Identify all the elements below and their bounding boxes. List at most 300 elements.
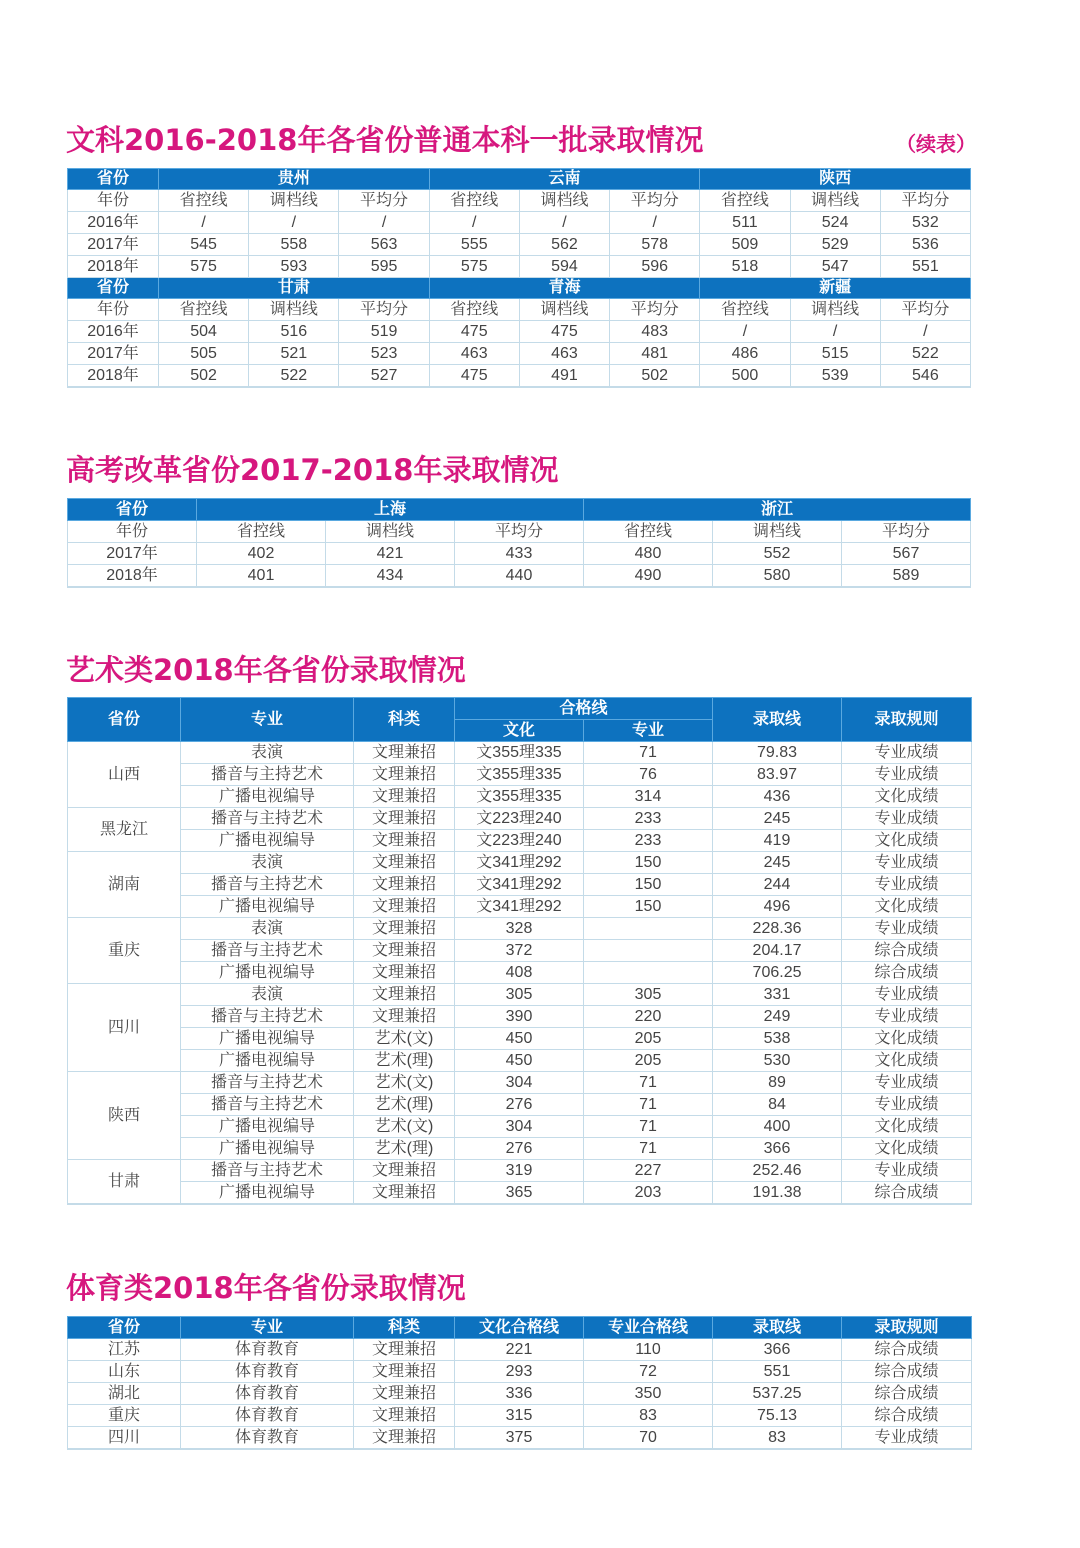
category-cell: 文理兼招 [354, 940, 455, 962]
province-cell: 甘肃 [68, 1160, 181, 1205]
admission-line-cell: 245 [713, 808, 842, 830]
score-cell: 490 [584, 565, 713, 588]
score-cell: 475 [519, 321, 609, 343]
year-cell: 2018年 [68, 365, 159, 388]
category-cell: 文理兼招 [354, 874, 455, 896]
data-cell: 江苏 [68, 1339, 181, 1361]
culture-line-cell: 文341理292 [455, 874, 584, 896]
section-title-reform-provinces: 高考改革省份2017-2018年录取情况 [66, 453, 559, 487]
score-cell: / [519, 212, 609, 234]
score-cell: 527 [339, 365, 429, 388]
table-row [68, 1028, 972, 1050]
data-cell: 文理兼招 [354, 1339, 455, 1361]
metric-header-row [68, 299, 971, 321]
score-cell: 463 [519, 343, 609, 365]
table-row [68, 565, 971, 588]
major-cell: 广播电视编导 [181, 1050, 354, 1072]
culture-line-cell: 文355理335 [455, 764, 584, 786]
table-row [68, 1361, 972, 1383]
rule-cell: 文化成绩 [842, 1138, 972, 1160]
specialty-line-cell: 71 [584, 1116, 713, 1138]
province-cell: 陕西 [68, 1072, 181, 1160]
continued-label: （续表） [896, 132, 976, 156]
province-label: 省份 [68, 278, 159, 299]
rule-cell: 专业成绩 [842, 1094, 972, 1116]
rule-cell: 专业成绩 [842, 742, 972, 764]
score-cell: 434 [326, 565, 455, 588]
year-cell: 2016年 [68, 321, 159, 343]
header-specialty: 专业 [584, 720, 713, 742]
province-name: 浙江 [584, 499, 971, 521]
rule-cell: 专业成绩 [842, 984, 972, 1006]
major-cell: 播音与主持艺术 [181, 940, 354, 962]
data-cell: 体育教育 [181, 1405, 354, 1427]
major-cell: 播音与主持艺术 [181, 1094, 354, 1116]
year-label: 年份 [68, 190, 159, 212]
category-cell: 文理兼招 [354, 742, 455, 764]
score-cell: 504 [159, 321, 249, 343]
column-header: 录取规则 [842, 1317, 972, 1339]
data-cell: 110 [584, 1339, 713, 1361]
data-cell: 375 [455, 1427, 584, 1450]
rule-cell: 专业成绩 [842, 764, 972, 786]
rule-cell: 文化成绩 [842, 896, 972, 918]
metric-label: 省控线 [197, 521, 326, 543]
province-label: 省份 [68, 169, 159, 190]
culture-line-cell: 304 [455, 1116, 584, 1138]
major-cell: 广播电视编导 [181, 962, 354, 984]
rule-cell: 专业成绩 [842, 1160, 972, 1182]
major-cell: 播音与主持艺术 [181, 1160, 354, 1182]
art-admission-table [67, 697, 972, 1205]
province-name: 陕西 [700, 169, 971, 190]
province-name: 青海 [429, 278, 700, 299]
rule-cell: 专业成绩 [842, 808, 972, 830]
major-cell: 播音与主持艺术 [181, 764, 354, 786]
data-cell: 体育教育 [181, 1361, 354, 1383]
category-cell: 艺术(理) [354, 1138, 455, 1160]
score-cell: 580 [713, 565, 842, 588]
metric-label: 省控线 [159, 190, 249, 212]
admission-line-cell: 204.17 [713, 940, 842, 962]
table-row [68, 808, 972, 830]
table-row [68, 874, 972, 896]
data-cell: 537.25 [713, 1383, 842, 1405]
rule-cell: 专业成绩 [842, 852, 972, 874]
culture-line-cell: 372 [455, 940, 584, 962]
culture-line-cell: 文341理292 [455, 896, 584, 918]
category-cell: 文理兼招 [354, 962, 455, 984]
province-header-row [68, 169, 971, 190]
rule-cell: 综合成绩 [842, 962, 972, 984]
rule-cell: 文化成绩 [842, 1050, 972, 1072]
metric-label: 调档线 [519, 299, 609, 321]
table-row [68, 852, 972, 874]
data-cell: 336 [455, 1383, 584, 1405]
admission-line-cell: 366 [713, 1138, 842, 1160]
specialty-line-cell: 71 [584, 1138, 713, 1160]
score-cell: 515 [790, 343, 880, 365]
specialty-line-cell: 233 [584, 808, 713, 830]
metric-label: 调档线 [326, 521, 455, 543]
metric-label: 省控线 [700, 190, 790, 212]
admission-line-cell: 191.38 [713, 1182, 842, 1205]
score-cell: 500 [700, 365, 790, 388]
province-name: 云南 [429, 169, 700, 190]
major-cell: 表演 [181, 852, 354, 874]
data-cell: 重庆 [68, 1405, 181, 1427]
specialty-line-cell: 150 [584, 852, 713, 874]
category-cell: 文理兼招 [354, 786, 455, 808]
culture-line-cell: 文223理240 [455, 808, 584, 830]
table-row [68, 1427, 972, 1450]
score-cell: 521 [249, 343, 339, 365]
score-cell: 575 [429, 256, 519, 278]
culture-line-cell: 305 [455, 984, 584, 1006]
year-cell: 2017年 [68, 343, 159, 365]
category-cell: 文理兼招 [354, 764, 455, 786]
score-cell: 578 [610, 234, 700, 256]
admission-line-cell: 244 [713, 874, 842, 896]
score-cell: 502 [610, 365, 700, 388]
score-cell: / [249, 212, 339, 234]
table-row [68, 962, 972, 984]
admission-line-cell: 252.46 [713, 1160, 842, 1182]
province-name: 甘肃 [159, 278, 430, 299]
category-cell: 艺术(文) [354, 1028, 455, 1050]
table-row [68, 1116, 972, 1138]
score-cell: 529 [790, 234, 880, 256]
category-cell: 文理兼招 [354, 1006, 455, 1028]
admission-line-cell: 419 [713, 830, 842, 852]
specialty-line-cell: 71 [584, 742, 713, 764]
major-cell: 广播电视编导 [181, 830, 354, 852]
metric-label: 省控线 [429, 190, 519, 212]
year-cell: 2017年 [68, 234, 159, 256]
table-row [68, 1182, 972, 1205]
data-cell: 综合成绩 [842, 1405, 972, 1427]
score-cell: / [700, 321, 790, 343]
table-row [68, 212, 971, 234]
table-row [68, 940, 972, 962]
data-cell: 75.13 [713, 1405, 842, 1427]
score-cell: 433 [455, 543, 584, 565]
data-cell: 366 [713, 1339, 842, 1361]
metric-label: 调档线 [713, 521, 842, 543]
score-cell: 480 [584, 543, 713, 565]
table-row [68, 1383, 972, 1405]
admission-line-cell: 538 [713, 1028, 842, 1050]
rule-cell: 专业成绩 [842, 918, 972, 940]
year-cell: 2018年 [68, 256, 159, 278]
header-row [68, 1317, 972, 1339]
score-cell: 401 [197, 565, 326, 588]
major-cell: 广播电视编导 [181, 1028, 354, 1050]
table-row [68, 1160, 972, 1182]
score-cell: 594 [519, 256, 609, 278]
section-title-sports: 体育类2018年各省份录取情况 [66, 1271, 466, 1305]
admission-line-cell: 400 [713, 1116, 842, 1138]
specialty-line-cell: 71 [584, 1072, 713, 1094]
metric-label: 平均分 [880, 190, 970, 212]
admission-line-cell: 249 [713, 1006, 842, 1028]
rule-cell: 专业成绩 [842, 1006, 972, 1028]
specialty-line-cell: 150 [584, 874, 713, 896]
table-row [68, 1094, 972, 1116]
score-cell: 567 [842, 543, 971, 565]
score-cell: 475 [429, 321, 519, 343]
rule-cell: 文化成绩 [842, 830, 972, 852]
category-cell: 文理兼招 [354, 808, 455, 830]
table-row [68, 365, 971, 388]
data-cell: 551 [713, 1361, 842, 1383]
admission-line-cell: 228.36 [713, 918, 842, 940]
major-cell: 表演 [181, 742, 354, 764]
metric-label: 平均分 [842, 521, 971, 543]
culture-line-cell: 328 [455, 918, 584, 940]
province-name: 贵州 [159, 169, 430, 190]
table-row [68, 1050, 972, 1072]
metric-header-row [68, 190, 971, 212]
data-cell: 综合成绩 [842, 1361, 972, 1383]
score-cell: / [429, 212, 519, 234]
metric-label: 平均分 [610, 190, 700, 212]
rule-cell: 文化成绩 [842, 786, 972, 808]
table-row [68, 321, 971, 343]
category-cell: 文理兼招 [354, 852, 455, 874]
province-header-row [68, 499, 971, 521]
score-cell: 596 [610, 256, 700, 278]
score-cell: 552 [713, 543, 842, 565]
score-cell: 475 [429, 365, 519, 388]
column-header: 省份 [68, 1317, 181, 1339]
major-cell: 表演 [181, 984, 354, 1006]
admission-line-cell: 89 [713, 1072, 842, 1094]
header-category: 科类 [354, 698, 455, 742]
specialty-line-cell: 233 [584, 830, 713, 852]
score-cell: 547 [790, 256, 880, 278]
culture-line-cell: 文355理335 [455, 742, 584, 764]
score-cell: 511 [700, 212, 790, 234]
culture-line-cell: 276 [455, 1094, 584, 1116]
year-cell: 2018年 [68, 565, 197, 588]
score-cell: 595 [339, 256, 429, 278]
specialty-line-cell [584, 962, 713, 984]
sports-admission-table [67, 1316, 972, 1450]
admission-line-cell: 706.25 [713, 962, 842, 984]
admission-line-cell: 436 [713, 786, 842, 808]
admission-line-cell: 496 [713, 896, 842, 918]
table-row [68, 786, 972, 808]
culture-line-cell: 319 [455, 1160, 584, 1182]
specialty-line-cell: 203 [584, 1182, 713, 1205]
section-title-art: 艺术类2018年各省份录取情况 [66, 653, 466, 687]
data-cell: 72 [584, 1361, 713, 1383]
rule-cell: 文化成绩 [842, 1116, 972, 1138]
data-cell: 四川 [68, 1427, 181, 1450]
metric-header-row [68, 521, 971, 543]
metric-label: 省控线 [584, 521, 713, 543]
category-cell: 文理兼招 [354, 830, 455, 852]
major-cell: 广播电视编导 [181, 896, 354, 918]
reform-provinces-table [67, 498, 971, 588]
specialty-line-cell: 150 [584, 896, 713, 918]
header-row [68, 698, 972, 720]
major-cell: 广播电视编导 [181, 1116, 354, 1138]
metric-label: 平均分 [339, 299, 429, 321]
data-cell: 221 [455, 1339, 584, 1361]
score-cell: 524 [790, 212, 880, 234]
major-cell: 播音与主持艺术 [181, 874, 354, 896]
data-cell: 综合成绩 [842, 1339, 972, 1361]
province-cell: 重庆 [68, 918, 181, 984]
score-cell: 536 [880, 234, 970, 256]
score-cell: 505 [159, 343, 249, 365]
table-row [68, 1138, 972, 1160]
data-cell: 83 [584, 1405, 713, 1427]
data-cell: 综合成绩 [842, 1383, 972, 1405]
table-row [68, 984, 972, 1006]
score-cell: 491 [519, 365, 609, 388]
rule-cell: 综合成绩 [842, 1182, 972, 1205]
score-cell: 522 [880, 343, 970, 365]
specialty-line-cell [584, 940, 713, 962]
score-cell: 440 [455, 565, 584, 588]
column-header: 专业合格线 [584, 1317, 713, 1339]
table-row [68, 1006, 972, 1028]
header-major: 专业 [181, 698, 354, 742]
category-cell: 文理兼招 [354, 896, 455, 918]
data-cell: 山东 [68, 1361, 181, 1383]
table-row [68, 543, 971, 565]
data-cell: 文理兼招 [354, 1405, 455, 1427]
header-rule: 录取规则 [842, 698, 972, 742]
score-cell: 518 [700, 256, 790, 278]
metric-label: 平均分 [339, 190, 429, 212]
column-header: 科类 [354, 1317, 455, 1339]
score-cell: 555 [429, 234, 519, 256]
data-cell: 文理兼招 [354, 1427, 455, 1450]
year-label: 年份 [68, 299, 159, 321]
province-cell: 山西 [68, 742, 181, 808]
score-cell: 483 [610, 321, 700, 343]
score-cell: 402 [197, 543, 326, 565]
culture-line-cell: 304 [455, 1072, 584, 1094]
section-title-liberal-arts: 文科2016-2018年各省份普通本科一批录取情况 [66, 123, 704, 157]
major-cell: 播音与主持艺术 [181, 1006, 354, 1028]
score-cell: 522 [249, 365, 339, 388]
metric-label: 调档线 [249, 299, 339, 321]
data-cell: 体育教育 [181, 1427, 354, 1450]
culture-line-cell: 408 [455, 962, 584, 984]
year-cell: 2017年 [68, 543, 197, 565]
data-cell: 83 [713, 1427, 842, 1450]
table-row [68, 1405, 972, 1427]
score-cell: 575 [159, 256, 249, 278]
admission-line-cell: 84 [713, 1094, 842, 1116]
column-header: 文化合格线 [455, 1317, 584, 1339]
culture-line-cell: 450 [455, 1050, 584, 1072]
category-cell: 文理兼招 [354, 984, 455, 1006]
specialty-line-cell: 305 [584, 984, 713, 1006]
metric-label: 省控线 [700, 299, 790, 321]
data-cell: 体育教育 [181, 1339, 354, 1361]
admission-line-cell: 331 [713, 984, 842, 1006]
province-header-row [68, 278, 971, 299]
data-cell: 体育教育 [181, 1383, 354, 1405]
culture-line-cell: 文355理335 [455, 786, 584, 808]
table-row [68, 830, 972, 852]
score-cell: 551 [880, 256, 970, 278]
score-cell: 532 [880, 212, 970, 234]
admission-line-cell: 245 [713, 852, 842, 874]
rule-cell: 综合成绩 [842, 940, 972, 962]
major-cell: 播音与主持艺术 [181, 1072, 354, 1094]
specialty-line-cell: 205 [584, 1028, 713, 1050]
table-row [68, 918, 972, 940]
table-row [68, 1339, 972, 1361]
score-cell: 593 [249, 256, 339, 278]
year-label: 年份 [68, 521, 197, 543]
score-cell: 486 [700, 343, 790, 365]
score-cell: / [159, 212, 249, 234]
score-cell: 523 [339, 343, 429, 365]
rule-cell: 文化成绩 [842, 1028, 972, 1050]
province-cell: 四川 [68, 984, 181, 1072]
score-cell: / [880, 321, 970, 343]
specialty-line-cell: 220 [584, 1006, 713, 1028]
table-row [68, 234, 971, 256]
metric-label: 省控线 [429, 299, 519, 321]
data-cell: 专业成绩 [842, 1427, 972, 1450]
category-cell: 艺术(文) [354, 1072, 455, 1094]
column-header: 录取线 [713, 1317, 842, 1339]
province-name: 新疆 [700, 278, 971, 299]
culture-line-cell: 450 [455, 1028, 584, 1050]
culture-line-cell: 276 [455, 1138, 584, 1160]
table-row [68, 764, 972, 786]
metric-label: 调档线 [790, 190, 880, 212]
score-cell: 589 [842, 565, 971, 588]
score-cell: / [790, 321, 880, 343]
specialty-line-cell: 76 [584, 764, 713, 786]
culture-line-cell: 365 [455, 1182, 584, 1205]
specialty-line-cell: 227 [584, 1160, 713, 1182]
metric-label: 调档线 [790, 299, 880, 321]
column-header: 专业 [181, 1317, 354, 1339]
score-cell: 516 [249, 321, 339, 343]
category-cell: 艺术(文) [354, 1116, 455, 1138]
score-cell: 519 [339, 321, 429, 343]
metric-label: 省控线 [159, 299, 249, 321]
header-admission-line: 录取线 [713, 698, 842, 742]
score-cell: 502 [159, 365, 249, 388]
province-label: 省份 [68, 499, 197, 521]
data-cell: 293 [455, 1361, 584, 1383]
category-cell: 文理兼招 [354, 918, 455, 940]
score-cell: 463 [429, 343, 519, 365]
header-pass-line: 合格线 [455, 698, 713, 720]
metric-label: 平均分 [880, 299, 970, 321]
major-cell: 播音与主持艺术 [181, 808, 354, 830]
rule-cell: 专业成绩 [842, 874, 972, 896]
table-row [68, 896, 972, 918]
score-cell: 421 [326, 543, 455, 565]
score-cell: 545 [159, 234, 249, 256]
specialty-line-cell: 71 [584, 1094, 713, 1116]
score-cell: 481 [610, 343, 700, 365]
category-cell: 艺术(理) [354, 1050, 455, 1072]
